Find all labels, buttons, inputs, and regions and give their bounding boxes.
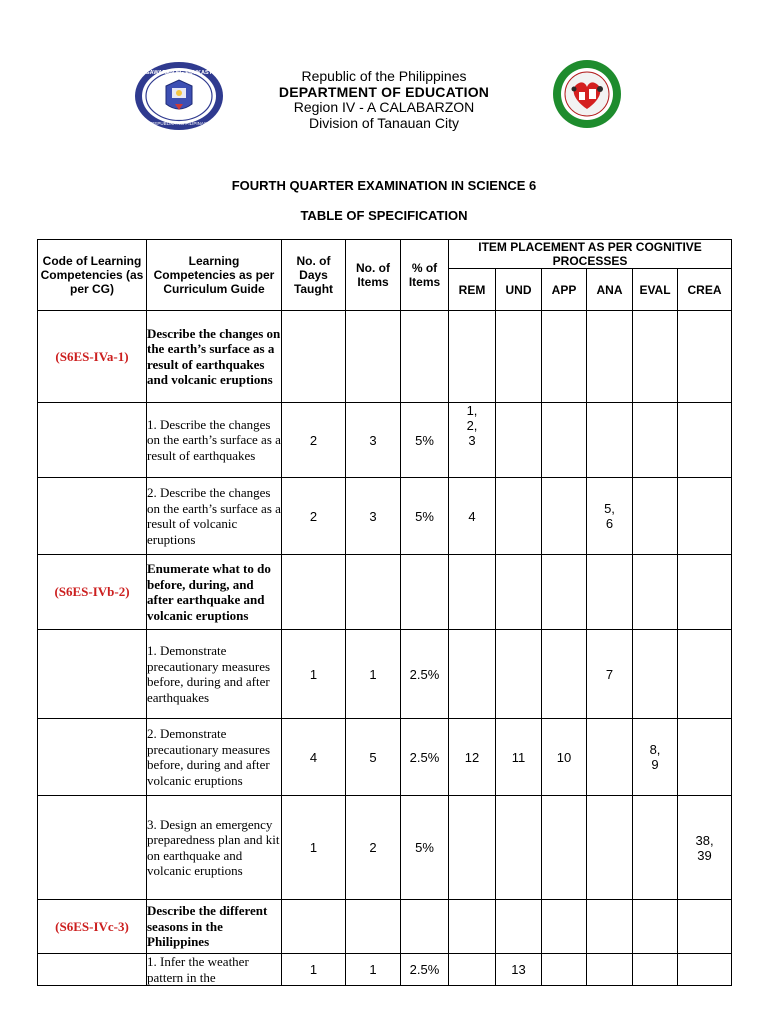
placement-rem — [449, 900, 496, 954]
table-row — [38, 954, 732, 986]
days-taught: 1 — [282, 954, 346, 986]
placement-und — [496, 796, 542, 900]
department-line: DEPARTMENT OF EDUCATION — [278, 84, 490, 100]
placement-eval — [633, 478, 678, 555]
placement-crea — [678, 900, 732, 954]
republic-line: Republic of the Philippines — [301, 68, 467, 84]
placement-eval — [633, 555, 678, 630]
placement-eval — [633, 403, 678, 478]
days-taught: 1 — [282, 796, 346, 900]
placement-und — [496, 555, 542, 630]
table-row — [38, 900, 732, 954]
item-count — [346, 555, 401, 630]
item-percent: 2.5% — [401, 630, 449, 719]
placement-crea — [678, 630, 732, 719]
competency-code: (S6ES-IVc-3) — [38, 900, 147, 954]
placement-crea — [678, 311, 732, 403]
competency-text: 2. Describe the changes on the earth’s surface as a result of volcanic eruptions — [147, 478, 282, 555]
placement-eval: 8, 9 — [633, 719, 678, 796]
header-crea: CREA — [678, 269, 732, 311]
competency-code: (S6ES-IVa-1) — [38, 311, 147, 403]
item-percent: 2.5% — [401, 954, 449, 986]
item-percent — [401, 555, 449, 630]
header-und: UND — [496, 269, 542, 311]
placement-ana — [587, 796, 633, 900]
item-count: 1 — [346, 630, 401, 719]
item-count: 1 — [346, 954, 401, 986]
placement-ana — [587, 719, 633, 796]
competency-text: 1. Demonstrate precautionary measures before, during and after earthquakes — [147, 630, 282, 719]
days-taught: 1 — [282, 630, 346, 719]
placement-und — [496, 478, 542, 555]
item-count — [346, 311, 401, 403]
placement-ana — [587, 900, 633, 954]
header-app: APP — [542, 269, 587, 311]
document-title: TABLE OF SPECIFICATION — [300, 208, 468, 223]
division-line: Division of Tanauan City — [309, 115, 459, 131]
placement-und — [496, 311, 542, 403]
table-row — [38, 630, 732, 719]
header-code: Code of Learning Competencies (as per CG) — [38, 240, 147, 311]
placement-crea — [678, 478, 732, 555]
header-items: No. of Items — [346, 240, 401, 311]
placement-und — [496, 900, 542, 954]
competency-code — [38, 796, 147, 900]
item-percent: 5% — [401, 478, 449, 555]
region-line: Region IV - A CALABARZON — [293, 99, 475, 115]
placement-crea — [678, 555, 732, 630]
header-eval: EVAL — [633, 269, 678, 311]
placement-und: 11 — [496, 719, 542, 796]
placement-rem: 4 — [449, 478, 496, 555]
table-row — [38, 478, 732, 555]
placement-ana: 5, 6 — [587, 478, 633, 555]
competency-code — [38, 954, 147, 986]
placement-ana — [587, 954, 633, 986]
placement-app — [542, 403, 587, 478]
placement-rem — [449, 555, 496, 630]
placement-rem — [449, 796, 496, 900]
placement-und — [496, 403, 542, 478]
header-ana: ANA — [587, 269, 633, 311]
placement-rem: 12 — [449, 719, 496, 796]
placement-ana: 7 — [587, 630, 633, 719]
item-count: 2 — [346, 796, 401, 900]
placement-eval — [633, 954, 678, 986]
placement-und — [496, 630, 542, 719]
header-days: No. of Days Taught — [282, 240, 346, 311]
placement-app — [542, 478, 587, 555]
placement-ana — [587, 555, 633, 630]
placement-crea: 38, 39 — [678, 796, 732, 900]
table-row — [38, 796, 732, 900]
item-percent: 5% — [401, 403, 449, 478]
placement-rem — [449, 311, 496, 403]
competency-text: 3. Design an emergency preparedness plan and kit on earthquake and volcanic eruptions — [147, 796, 282, 900]
competency-text: 2. Demonstrate precautionary measures before, during and after volcanic eruptions — [147, 719, 282, 796]
header-placement: ITEM PLACEMENT AS PER COGNITIVE PROCESSES — [449, 240, 732, 269]
competency-text: Describe the changes on the earth’s surface as a result of earthquakes and volcanic eruptions — [147, 311, 282, 403]
item-percent: 5% — [401, 796, 449, 900]
placement-crea — [678, 719, 732, 796]
table-row — [38, 719, 732, 796]
placement-app — [542, 311, 587, 403]
item-percent — [401, 900, 449, 954]
item-count — [346, 900, 401, 954]
placement-ana — [587, 403, 633, 478]
placement-app — [542, 954, 587, 986]
item-count: 3 — [346, 403, 401, 478]
item-count: 3 — [346, 478, 401, 555]
item-percent — [401, 311, 449, 403]
header-rem: REM — [449, 269, 496, 311]
competency-text: 1. Infer the weather pattern in the — [147, 954, 282, 986]
days-taught — [282, 900, 346, 954]
item-count: 5 — [346, 719, 401, 796]
specification-table — [37, 239, 732, 986]
placement-crea — [678, 954, 732, 986]
placement-rem — [449, 630, 496, 719]
placement-eval — [633, 311, 678, 403]
svg-text:KAGAWARAN NG EDUKASYON: KAGAWARAN NG EDUKASYON — [137, 70, 221, 76]
placement-rem — [449, 954, 496, 986]
competency-text: 1. Describe the changes on the earth’s surface as a result of earthquakes — [147, 403, 282, 478]
competency-code — [38, 403, 147, 478]
days-taught: 2 — [282, 403, 346, 478]
placement-app — [542, 630, 587, 719]
placement-eval — [633, 900, 678, 954]
placement-app — [542, 796, 587, 900]
competency-code: (S6ES-IVb-2) — [38, 555, 147, 630]
header-competency: Learning Competencies as per Curriculum Guide — [147, 240, 282, 311]
placement-app — [542, 900, 587, 954]
table-row — [38, 311, 732, 403]
item-percent: 2.5% — [401, 719, 449, 796]
placement-eval — [633, 796, 678, 900]
table-row — [38, 555, 732, 630]
competency-code — [38, 719, 147, 796]
exam-title: FOURTH QUARTER EXAMINATION IN SCIENCE 6 — [231, 178, 537, 193]
header-percent: % of Items — [401, 240, 449, 311]
placement-rem: 1, 2, 3 — [449, 403, 496, 478]
placement-crea — [678, 403, 732, 478]
letterhead — [0, 0, 768, 140]
days-taught: 4 — [282, 719, 346, 796]
table-row — [38, 403, 732, 478]
placement-und: 13 — [496, 954, 542, 986]
placement-app: 10 — [542, 719, 587, 796]
days-taught — [282, 555, 346, 630]
competency-text: Enumerate what to do before, during, and after earthquake and volcanic eruptions — [147, 555, 282, 630]
svg-text:REPUBLIKA NG PILIPINAS: REPUBLIKA NG PILIPINAS — [151, 121, 207, 126]
placement-eval — [633, 630, 678, 719]
placement-app — [542, 555, 587, 630]
competency-code — [38, 630, 147, 719]
days-taught — [282, 311, 346, 403]
placement-ana — [587, 311, 633, 403]
competency-text: Describe the different seasons in the Philippines — [147, 900, 282, 954]
days-taught: 2 — [282, 478, 346, 555]
competency-code — [38, 478, 147, 555]
